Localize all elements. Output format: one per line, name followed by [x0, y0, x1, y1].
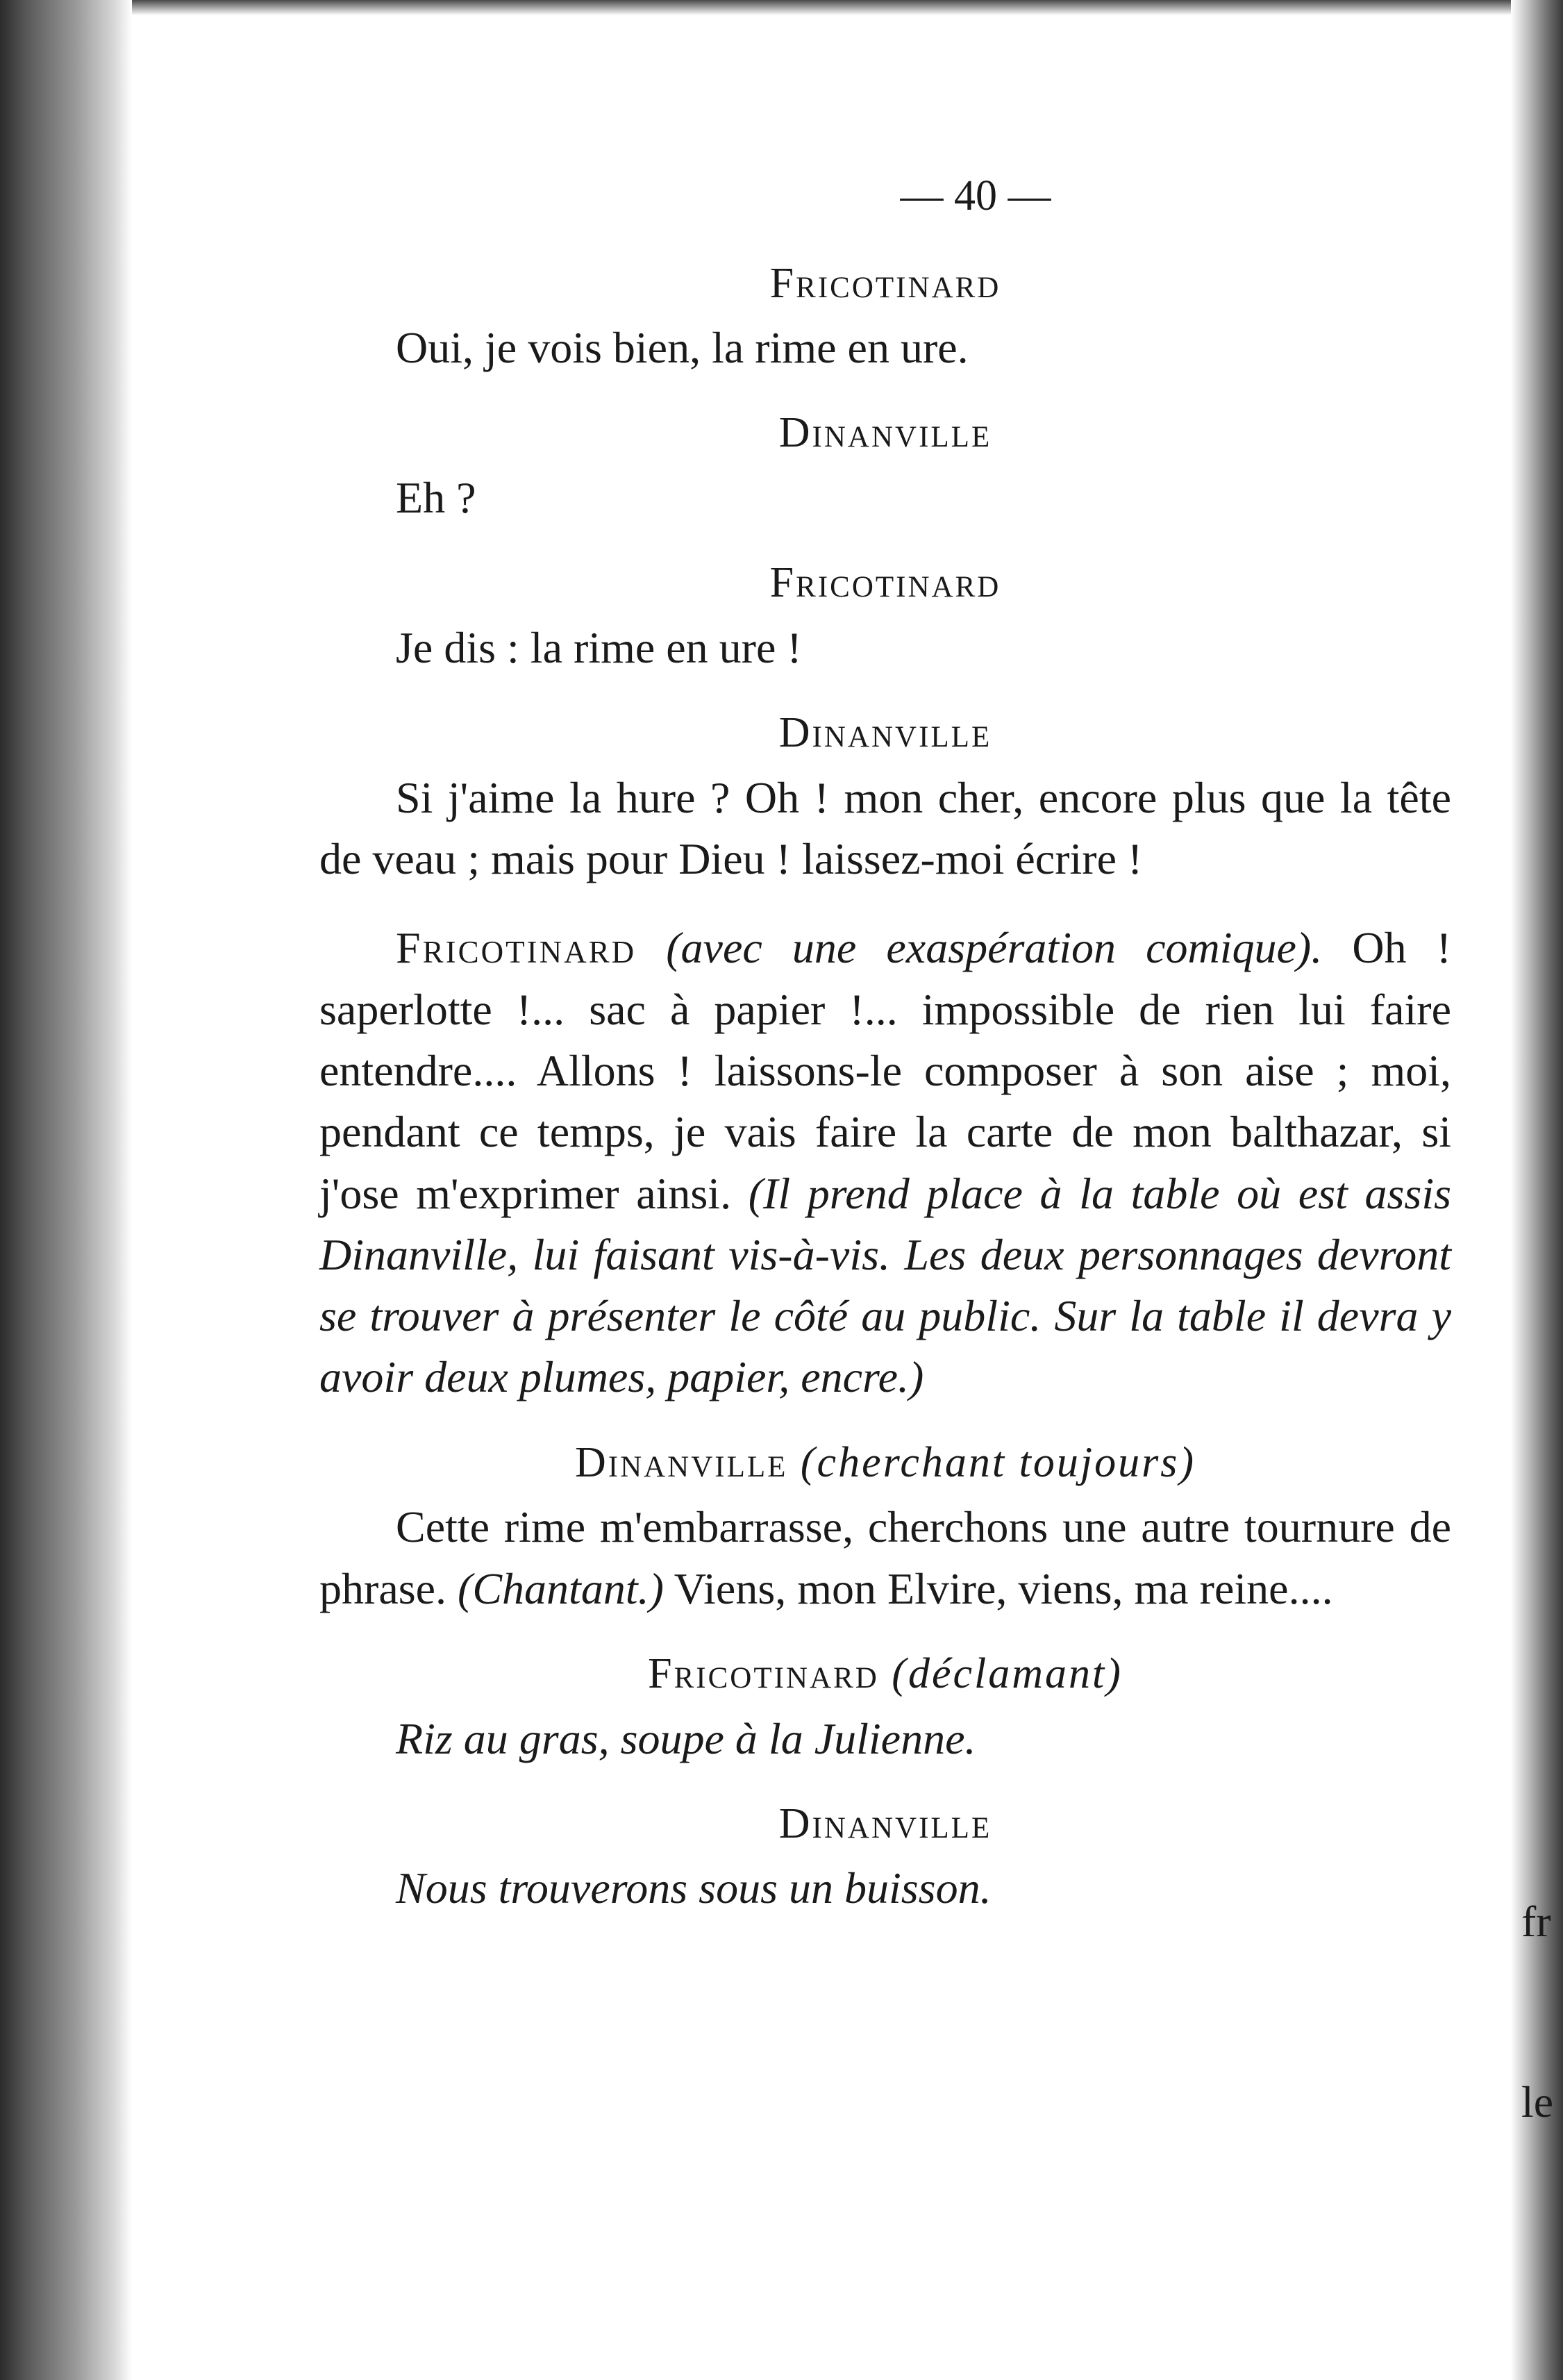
facing-page-edge [1511, 0, 1563, 2380]
speaker-name [319, 1795, 1451, 1854]
speaker-name [319, 254, 1451, 314]
dialogue-line: Si j'aime la hure ? Oh ! mon cher, encore plus que la tête de veau ; mais pour Dieu ! laissez-moi écrire ! [319, 772, 1451, 883]
speaker-name [319, 704, 1451, 763]
dialogue-text: Oh ! saperlotte !... sac à papier !... impossible de rien lui faire entendre.... Allons ! laissons-le composer à son aise ; moi, pendant ce temps, je vais faire la carte de mon balthazar, si j'ose m'exprimer ainsi. [319, 923, 1452, 1218]
speaker-label: Fricotinard [769, 559, 1001, 607]
book-page [319, 167, 1451, 1920]
dialogue-line: Je dis : la rime en ure ! [396, 622, 802, 672]
speaker-name [319, 403, 1451, 463]
speaker-name [319, 1645, 1451, 1704]
dialogue-text: Viens, mon Elvire, viens, ma reine.... [674, 1563, 1333, 1613]
dialogue-paragraph [319, 917, 1451, 1408]
dialogue-line: Riz au gras, soupe à la Julienne. [396, 1713, 976, 1763]
stage-direction: (déclamant) [892, 1649, 1123, 1697]
speaker-label: Fricotinard [769, 259, 1001, 307]
book-spine-shadow [0, 0, 132, 2380]
dialogue-paragraph [319, 1497, 1451, 1620]
stage-direction: (Il prend place à la table où est assis Dinanville, lui faisant vis-à-vis. Les deux personnages devront se trouver à présenter le côté au public. Sur la table il devra y avoir deux plumes, papier, encre.) [319, 1168, 1452, 1402]
speaker-name [319, 554, 1451, 613]
dialogue-line: Oui, je vois bien, la rime en ure. [396, 323, 969, 373]
speaker-label: Dinanville [778, 409, 992, 457]
stage-direction: (avec une exaspération comique). [666, 923, 1323, 973]
speaker-label: Dinanville [778, 1799, 992, 1847]
facing-page-fragment: le [1521, 2077, 1554, 2127]
dialogue-line: Nous trouverons sous un buisson. [396, 1863, 992, 1913]
dialogue-line: Eh ? [396, 472, 476, 522]
facing-page-fragment: fr [1521, 1897, 1551, 1946]
speaker-label: Fricotinard [648, 1649, 879, 1697]
speaker-name [319, 1433, 1451, 1493]
stage-direction: (Chantant.) [458, 1563, 664, 1613]
scan-top-edge [0, 0, 1563, 15]
dialogue-text: Cette rime m'embarrasse, cherchons une autre tournure de phrase. [319, 1502, 1451, 1613]
speaker-label: Dinanville [778, 709, 992, 757]
speaker-label: Fricotinard [396, 923, 637, 973]
stage-direction: (cherchant toujours) [800, 1438, 1196, 1486]
speaker-label: Dinanville [574, 1438, 788, 1486]
page-number: — 40 — [900, 172, 1051, 219]
